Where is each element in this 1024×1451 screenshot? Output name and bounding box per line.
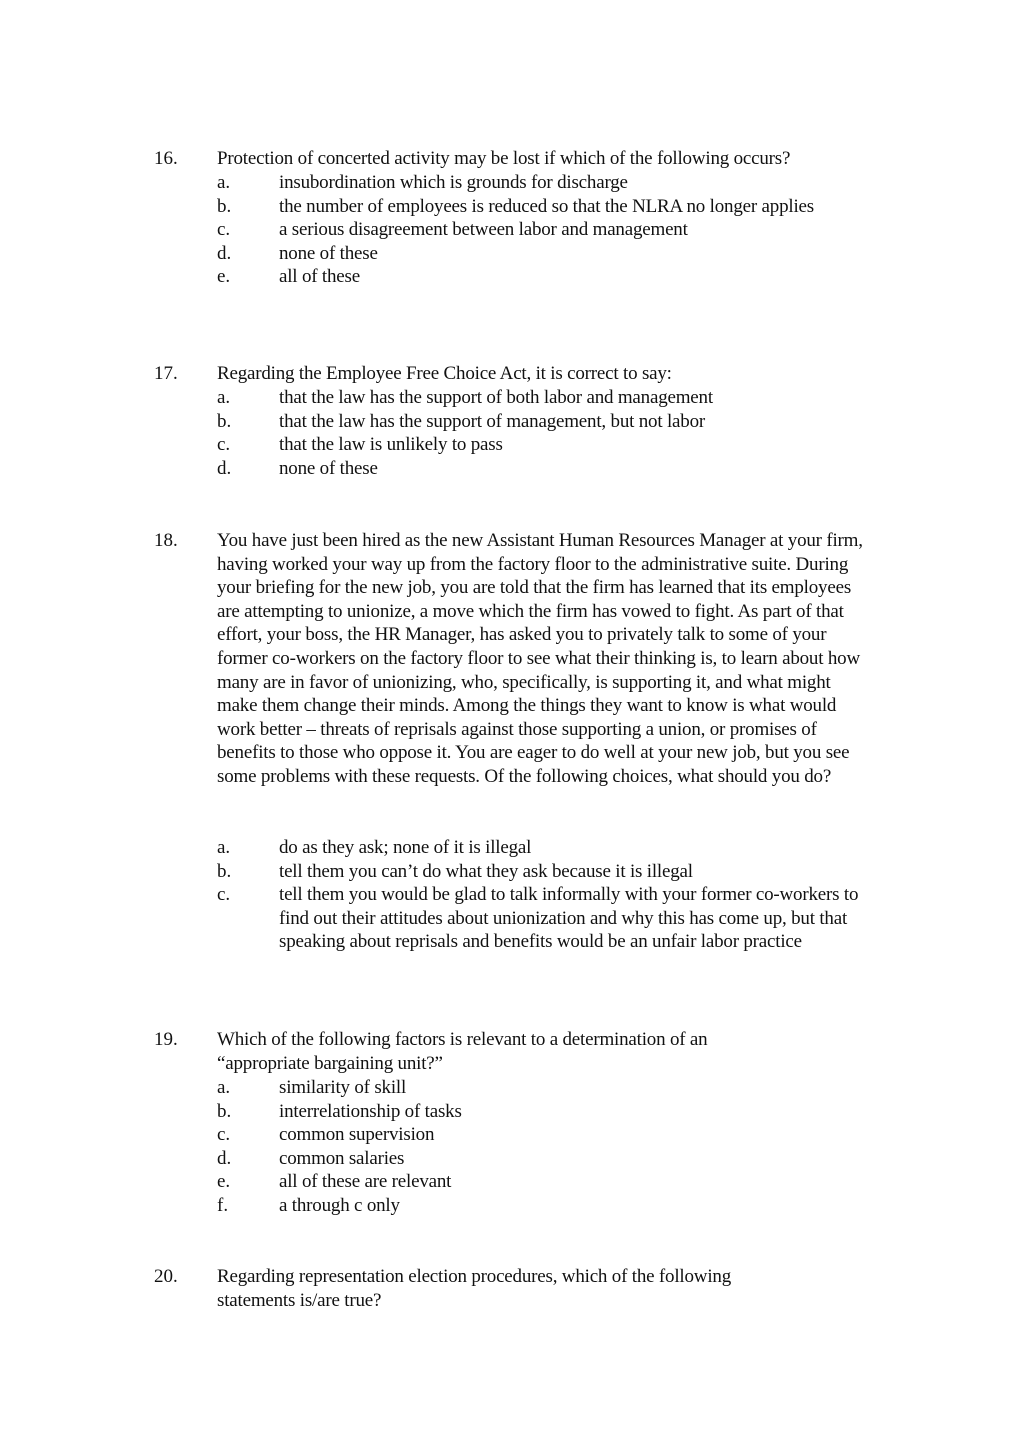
option-item: [0, 218, 1024, 242]
option-item: [0, 1147, 1024, 1171]
option-text: that the law is unlikely to pass: [279, 434, 503, 456]
option-text: all of these are relevant: [279, 1171, 452, 1193]
question-number: 20.: [154, 1266, 178, 1287]
option-letter: c.: [217, 884, 231, 906]
option-item: [0, 410, 1024, 434]
option-item: [0, 1100, 1024, 1124]
question-text: Which of the following factors is relevant to a determination of an “appropriate bargaining unit?”: [217, 1029, 708, 1074]
option-list: [0, 386, 1024, 480]
option-text: that the law has the support of both labor and management: [279, 387, 713, 408]
option-item: [0, 860, 1024, 884]
question-text: Regarding representation election procedures, which of the following statements is/are true?: [217, 1266, 732, 1311]
option-letter: d.: [217, 1147, 232, 1169]
question-text: You have just been hired as the new Assistant Human Resources Manager at your firm, having worked your way up from the factory floor to the administrative suite. During your briefing for the new job, you are told that the firm has learned that its employees are attempting to unionize, a move which the firm has vowed to fight. As part of that effort, your boss, the HR Manager, has asked you to privately talk to some of your former co-workers on the factory floor to see what their thinking is, to learn about how many are in favor of unionizing, who, specifically, is supporting it, and what might make them change their minds. Among the things they want to know is what would work better – threats of reprisals against those supporting a union, or promises of benefits to those who oppose it. You are eager to do well at your new job, but you see some problems with these requests. Of the following choices, what should you do?: [217, 530, 863, 787]
option-text: none of these: [279, 242, 378, 264]
option-text: common salaries: [279, 1147, 405, 1169]
option-item: [0, 195, 1024, 219]
question-number: 16.: [154, 148, 178, 169]
option-letter: a.: [217, 837, 231, 858]
option-text: insubordination which is grounds for discharge: [279, 172, 628, 193]
question-number: 18.: [154, 530, 178, 551]
option-letter: f.: [217, 1194, 229, 1216]
option-item: [0, 1194, 1024, 1218]
option-letter: e.: [217, 266, 231, 288]
option-text: similarity of skill: [279, 1077, 407, 1098]
option-text: interrelationship of tasks: [279, 1100, 462, 1122]
option-item: [0, 242, 1024, 266]
option-item: [0, 457, 1024, 481]
question-text: Protection of concerted activity may be lost if which of the following occurs?: [217, 148, 791, 169]
option-letter: d.: [217, 457, 232, 479]
option-text: do as they ask; none of it is illegal: [279, 837, 532, 858]
option-item: [0, 1123, 1024, 1147]
option-text: tell them you would be glad to talk informally with your former co-workers to find out their attitudes about unionization and why this has come up, but that speaking about reprisals and benefits would be an unfair labor practice: [279, 884, 859, 953]
question-number: 19.: [154, 1029, 178, 1050]
question-number: 17.: [154, 363, 178, 384]
option-item: [0, 265, 1024, 289]
option-text: common supervision: [279, 1124, 435, 1146]
option-text: none of these: [279, 457, 378, 479]
option-letter: b.: [217, 1100, 232, 1122]
option-item: [0, 386, 1024, 410]
option-letter: b.: [217, 860, 232, 882]
option-item: [0, 171, 1024, 195]
option-list: [0, 836, 1024, 954]
option-item: [0, 433, 1024, 457]
option-list: [0, 1076, 1024, 1218]
option-item: [0, 1076, 1024, 1100]
option-letter: c.: [217, 219, 231, 241]
option-text: the number of employees is reduced so that the NLRA no longer applies: [279, 195, 814, 217]
option-letter: b.: [217, 195, 232, 217]
option-text: a serious disagreement between labor and management: [279, 219, 688, 241]
option-letter: d.: [217, 242, 232, 264]
option-text: tell them you can’t do what they ask because it is illegal: [279, 860, 693, 882]
option-letter: c.: [217, 434, 231, 456]
option-letter: a.: [217, 387, 231, 408]
option-item: [0, 883, 1024, 954]
option-text: a through c only: [279, 1194, 400, 1216]
option-text: all of these: [279, 266, 360, 288]
option-letter: c.: [217, 1124, 231, 1146]
question-text: Regarding the Employee Free Choice Act, it is correct to say:: [217, 363, 672, 384]
option-letter: a.: [217, 1077, 231, 1098]
option-item: [0, 836, 1024, 860]
option-letter: e.: [217, 1171, 231, 1193]
option-list: [0, 171, 1024, 289]
option-item: [0, 1170, 1024, 1194]
option-text: that the law has the support of management, but not labor: [279, 410, 706, 432]
option-letter: a.: [217, 172, 231, 193]
option-letter: b.: [217, 410, 232, 432]
